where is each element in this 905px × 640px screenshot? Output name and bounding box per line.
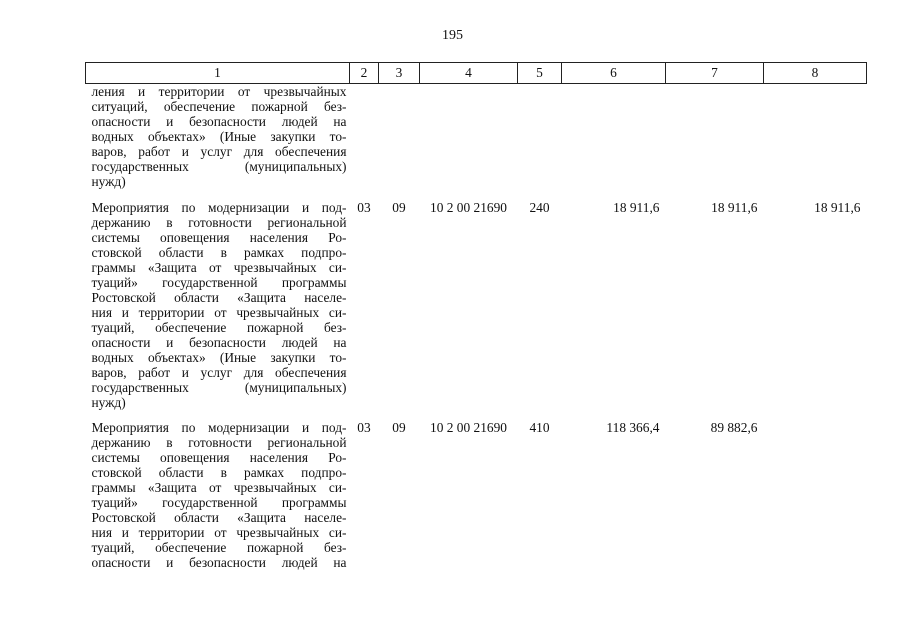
cell-amount-1: [562, 84, 666, 197]
description-line: системы оповещения населения Ро-: [91, 450, 347, 465]
cell-amount-3: [764, 84, 867, 197]
cell-amount-2: 18 911,6: [711, 200, 758, 215]
description-line: государственных (муниципальных): [91, 380, 347, 395]
cell-target-article: [420, 84, 518, 197]
cell-subsection: [379, 84, 420, 197]
description-line: ления и территории от чрезвычайных: [91, 84, 347, 99]
col-header-4: 4: [420, 63, 518, 84]
cell-expense-type: [518, 84, 562, 197]
cell-amount-2: [666, 84, 764, 197]
row-description: [86, 416, 350, 576]
description-line: опасности и безопасности людей на: [91, 335, 347, 350]
description-line: Мероприятия по модернизации и под-: [91, 420, 347, 435]
cell-section: 03: [357, 420, 371, 435]
description-line: водных объектах» (Иные закупки то-: [91, 129, 347, 144]
cell-subsection: 09: [392, 420, 406, 435]
description-line: граммы «Защита от чрезвычайных си-: [91, 480, 347, 495]
col-header-6: 6: [562, 63, 666, 84]
cell-target-article: 10 2 00 21690: [430, 200, 507, 215]
cell-amount-2: 89 882,6: [710, 420, 758, 435]
description-line: Мероприятия по модернизации и под-: [91, 200, 347, 215]
description-line: государственных (муниципальных): [91, 159, 347, 174]
description-line: граммы «Защита от чрезвычайных си-: [91, 260, 347, 275]
header-row: [86, 63, 867, 84]
description-line: водных объектах» (Иные закупки то-: [91, 350, 347, 365]
description-line: туаций, обеспечение пожарной без-: [91, 320, 347, 335]
cell-amount-3: [764, 416, 867, 576]
col-header-8: 8: [764, 63, 867, 84]
description-line: держанию в готовности региональной: [91, 215, 347, 230]
col-header-1: 1: [86, 63, 350, 84]
description-line: нужд): [91, 174, 126, 189]
row-description: [86, 84, 350, 197]
budget-table: [85, 62, 867, 576]
description-line: опасности и безопасности людей на: [91, 555, 347, 570]
col-header-5: 5: [518, 63, 562, 84]
cell-amount-1: 118 366,4: [606, 420, 660, 435]
cell-amount-1: 18 911,6: [613, 200, 660, 215]
description-line: опасности и безопасности людей на: [91, 114, 347, 129]
description-line: держанию в готовности региональной: [91, 435, 347, 450]
description-line: туаций, обеспечение пожарной без-: [91, 540, 347, 555]
table-row: [86, 84, 867, 197]
description-line: ния и территории от чрезвычайных си-: [91, 525, 347, 540]
col-header-3: 3: [379, 63, 420, 84]
description-line: ситуаций, обеспечение пожарной без-: [91, 99, 347, 114]
cell-target-article: 10 2 00 21690: [430, 420, 507, 435]
description-line: Ростовской области «Защита населе-: [91, 290, 347, 305]
description-line: стовской области в рамках подпро-: [91, 245, 347, 260]
cell-expense-type: 410: [529, 420, 550, 435]
cell-expense-type: 240: [529, 200, 550, 215]
col-header-7: 7: [666, 63, 764, 84]
description-line: варов, работ и услуг для обеспечения: [91, 365, 347, 380]
description-line: туаций» государственной программы: [91, 275, 347, 290]
cell-section: [350, 84, 379, 197]
row-description: [86, 196, 350, 416]
description-line: Ростовской области «Защита населе-: [91, 510, 347, 525]
cell-amount-3: 18 911,6: [814, 200, 861, 215]
description-line: нужд): [91, 395, 126, 410]
table-row: [86, 196, 867, 416]
description-line: стовской области в рамках подпро-: [91, 465, 347, 480]
description-line: ния и территории от чрезвычайных си-: [91, 305, 347, 320]
description-line: туаций» государственной программы: [91, 495, 347, 510]
cell-section: 03: [357, 200, 371, 215]
page-number: 195: [442, 28, 463, 43]
description-line: системы оповещения населения Ро-: [91, 230, 347, 245]
cell-subsection: 09: [392, 200, 406, 215]
description-line: варов, работ и услуг для обеспечения: [91, 144, 347, 159]
col-header-2: 2: [350, 63, 379, 84]
table-row: [86, 416, 867, 576]
